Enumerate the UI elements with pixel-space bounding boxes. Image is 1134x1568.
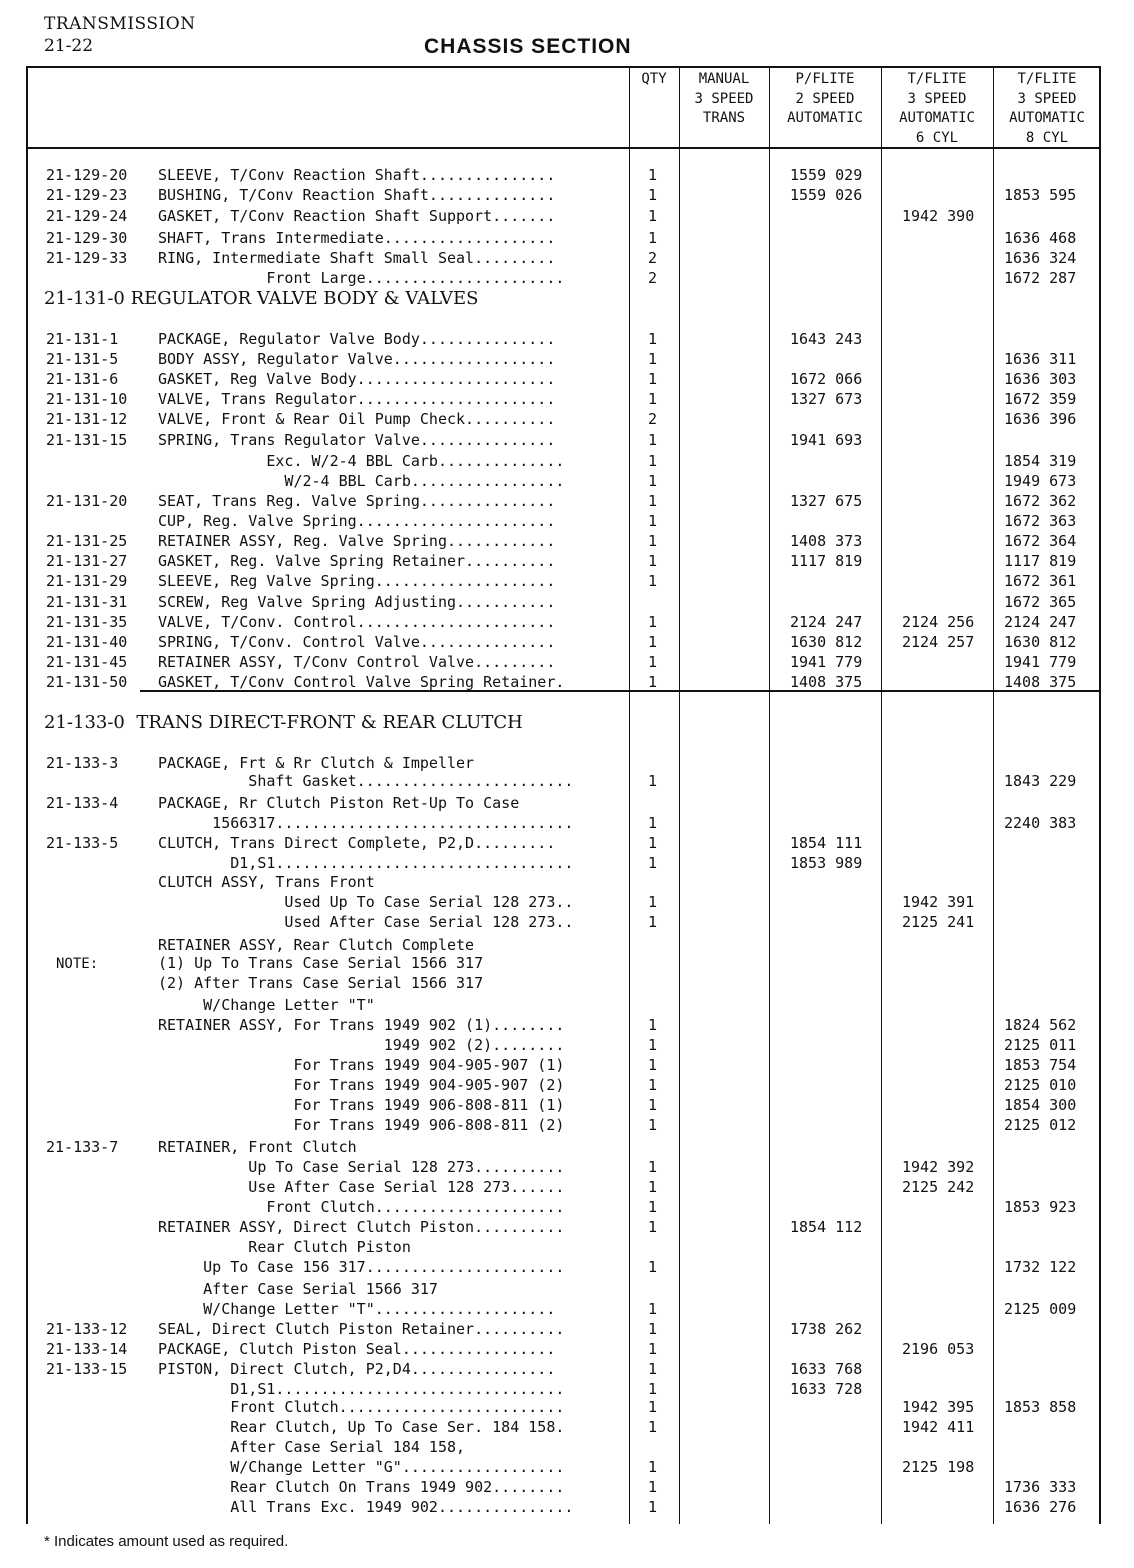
- cell-qty: 1: [648, 472, 658, 490]
- cell-desc: Front Clutch.....................: [158, 1198, 565, 1216]
- cell-desc: Exc. W/2-4 BBL Carb..............: [158, 452, 565, 470]
- table-row: [0, 1339, 1134, 1359]
- table-row: [0, 1137, 1134, 1157]
- cell-qty: 1: [648, 229, 658, 247]
- cell-t6: 1942 390: [902, 207, 975, 225]
- cell-desc: (2) After Trans Case Serial 1566 317: [158, 974, 484, 992]
- table-row: [0, 430, 1134, 450]
- cell-qty: 2: [648, 249, 658, 267]
- cell-desc: SLEEVE, Reg Valve Spring....................: [158, 572, 556, 590]
- table-row: [0, 912, 1134, 932]
- cell-t6: 1942 392: [902, 1158, 975, 1176]
- table-row: [0, 551, 1134, 571]
- table-row: [0, 892, 1134, 912]
- cell-desc: RETAINER ASSY, Direct Clutch Piston..........: [158, 1218, 565, 1236]
- cell-desc: BUSHING, T/Conv Reaction Shaft..............: [158, 186, 556, 204]
- cell-desc: VALVE, Trans Regulator......................: [158, 390, 556, 408]
- cell-t6: 1942 391: [902, 893, 975, 911]
- cell-t8: 1636 396: [1004, 410, 1077, 428]
- table-row: [0, 1075, 1134, 1095]
- cell-t8: 1630 812: [1004, 633, 1077, 651]
- cell-t8: 1853 923: [1004, 1198, 1077, 1216]
- cell-qty: 1: [648, 834, 658, 852]
- cell-qty: 1: [648, 1300, 658, 1318]
- table-row: [0, 1095, 1134, 1115]
- cell-t8: 1854 319: [1004, 452, 1077, 470]
- cell-t8: 1636 324: [1004, 249, 1077, 267]
- table-row: [0, 592, 1134, 612]
- cell-pn: 21-131-12: [46, 410, 128, 428]
- cell-t6: 1942 395: [902, 1398, 975, 1416]
- cell-qty: 1: [648, 1016, 658, 1034]
- cell-p2: 1633 728: [790, 1380, 863, 1398]
- table-row: [0, 389, 1134, 409]
- table-row: [0, 511, 1134, 531]
- cell-p2: 1643 243: [790, 330, 863, 348]
- cell-pn: 21-131-35: [46, 613, 128, 631]
- cell-qty: 1: [648, 1218, 658, 1236]
- page-title: CHASSIS SECTION: [424, 35, 632, 58]
- cell-qty: 1: [648, 1340, 658, 1358]
- col-header-qty: QTY: [641, 71, 667, 87]
- cell-t8: 1636 303: [1004, 370, 1077, 388]
- table-row: [0, 1359, 1134, 1379]
- table-row: [0, 1417, 1134, 1437]
- cell-qty: 1: [648, 1178, 658, 1196]
- table-row: [0, 268, 1134, 288]
- cell-t6: 2124 257: [902, 633, 975, 651]
- cell-desc: Front Large......................: [158, 269, 565, 287]
- cell-pn: 21-131-50: [46, 673, 128, 691]
- cell-p2: 1408 373: [790, 532, 863, 550]
- cell-p2: 1853 989: [790, 854, 863, 872]
- cell-t8: 1853 858: [1004, 1398, 1077, 1416]
- table-row: [0, 206, 1134, 226]
- cell-desc: GASKET, T/Conv Reaction Shaft Support.......: [158, 207, 556, 225]
- table-row: [0, 833, 1134, 853]
- cell-desc: SLEEVE, T/Conv Reaction Shaft...............: [158, 166, 556, 184]
- table-row: [0, 995, 1134, 1015]
- table-row: [0, 935, 1134, 955]
- cell-desc: PISTON, Direct Clutch, P2,D4................: [158, 1360, 556, 1378]
- cell-pn: 21-131-1: [46, 330, 119, 348]
- cell-p2: 1738 262: [790, 1320, 863, 1338]
- table-row: [0, 612, 1134, 632]
- category-label: TRANSMISSION: [44, 14, 196, 34]
- cell-qty: 1: [648, 613, 658, 631]
- table-row: [0, 1115, 1134, 1135]
- table-row: [0, 853, 1134, 873]
- table-row: [0, 1237, 1134, 1257]
- table-row: [0, 1055, 1134, 1075]
- cell-p2: 1633 768: [790, 1360, 863, 1378]
- cell-t8: 2125 011: [1004, 1036, 1077, 1054]
- cell-qty: 1: [648, 532, 658, 550]
- cell-qty: 1: [648, 1320, 658, 1338]
- cell-p2: 1117 819: [790, 552, 863, 570]
- cell-desc: (1) Up To Trans Case Serial 1566 317: [158, 954, 484, 972]
- cell-desc: For Trans 1949 904-905-907 (1): [158, 1056, 565, 1074]
- cell-desc: For Trans 1949 904-905-907 (2): [158, 1076, 565, 1094]
- cell-desc: GASKET, Reg Valve Body......................: [158, 370, 556, 388]
- cell-desc: GASKET, Reg. Valve Spring Retainer..........: [158, 552, 556, 570]
- table-row: [0, 632, 1134, 652]
- table-row: [0, 1437, 1134, 1457]
- cell-p2: 1327 673: [790, 390, 863, 408]
- cell-qty: 1: [648, 1380, 658, 1398]
- cell-desc: SEAT, Trans Reg. Valve Spring...............: [158, 492, 556, 510]
- cell-pn: 21-131-10: [46, 390, 128, 408]
- cell-qty: 1: [648, 512, 658, 530]
- table-row: [0, 185, 1134, 205]
- cell-t8: 1824 562: [1004, 1016, 1077, 1034]
- cell-qty: 1: [648, 390, 658, 408]
- table-row: [0, 753, 1134, 773]
- table-row: [0, 1035, 1134, 1055]
- table-row: [0, 228, 1134, 248]
- cell-qty: 1: [648, 673, 658, 691]
- cell-pn: 21-129-30: [46, 229, 128, 247]
- cell-qty: 1: [648, 814, 658, 832]
- cell-desc: For Trans 1949 906-808-811 (1): [158, 1096, 565, 1114]
- cell-pn: 21-129-24: [46, 207, 128, 225]
- cell-t8: 1672 361: [1004, 572, 1077, 590]
- table-row: [0, 571, 1134, 591]
- cell-pn: 21-133-12: [46, 1320, 128, 1338]
- table-row: [0, 369, 1134, 389]
- cell-t8: 1636 311: [1004, 350, 1077, 368]
- cell-desc: PACKAGE, Regulator Valve Body...............: [158, 330, 556, 348]
- cell-t8: 2125 009: [1004, 1300, 1077, 1318]
- cell-pn: 21-131-27: [46, 552, 128, 570]
- cell-desc: GASKET, T/Conv Control Valve Spring Retainer.: [158, 673, 565, 691]
- cell-t6: 2124 256: [902, 613, 975, 631]
- cell-qty: 1: [648, 1158, 658, 1176]
- cell-p2: 1559 026: [790, 186, 863, 204]
- cell-desc: Rear Clutch Piston: [158, 1238, 411, 1256]
- cell-desc: W/Change Letter "T": [158, 996, 375, 1014]
- cell-qty: 1: [648, 1418, 658, 1436]
- cell-t8: 1672 362: [1004, 492, 1077, 510]
- table-row: [0, 973, 1134, 993]
- cell-pn: 21-131-45: [46, 653, 128, 671]
- cell-pn: 21-129-23: [46, 186, 128, 204]
- cell-t8: 1672 363: [1004, 512, 1077, 530]
- cell-desc: After Case Serial 1566 317: [158, 1280, 438, 1298]
- cell-qty: 1: [648, 854, 658, 872]
- cell-p2: 2124 247: [790, 613, 863, 631]
- table-row: [0, 329, 1134, 349]
- page-number: 21-22: [44, 36, 94, 56]
- table-row: [0, 1497, 1134, 1517]
- cell-desc: RING, Intermediate Shaft Small Seal.........: [158, 249, 556, 267]
- table-row: [0, 1457, 1134, 1477]
- cell-t6: 1942 411: [902, 1418, 975, 1436]
- cell-desc: CUP, Reg. Valve Spring......................: [158, 512, 556, 530]
- cell-t8: 1672 365: [1004, 593, 1077, 611]
- cell-desc: Use After Case Serial 128 273......: [158, 1178, 565, 1196]
- cell-pn: 21-133-3: [46, 754, 119, 772]
- table-row: [0, 1397, 1134, 1417]
- cell-qty: 2: [648, 269, 658, 287]
- table-row: [0, 248, 1134, 268]
- cell-pn: 21-131-5: [46, 350, 119, 368]
- cell-desc: D1,S1.................................: [158, 854, 574, 872]
- table-row: [0, 1217, 1134, 1237]
- table-row: [0, 953, 1134, 973]
- cell-t8: 2124 247: [1004, 613, 1077, 631]
- cell-pn: 21-129-20: [46, 166, 128, 184]
- cell-desc: RETAINER, Front Clutch: [158, 1138, 357, 1156]
- cell-desc: RETAINER ASSY, T/Conv Control Valve.........: [158, 653, 556, 671]
- cell-desc: SPRING, T/Conv. Control Valve...............: [158, 633, 556, 651]
- cell-desc: W/Change Letter "G"..................: [158, 1458, 565, 1476]
- cell-p2: 1408 375: [790, 673, 863, 691]
- cell-qty: 2: [648, 410, 658, 428]
- cell-desc: SHAFT, Trans Intermediate...................: [158, 229, 556, 247]
- cell-t8: 2125 012: [1004, 1116, 1077, 1134]
- cell-t8: 1117 819: [1004, 552, 1077, 570]
- cell-t8: 1732 122: [1004, 1258, 1077, 1276]
- table-row: [0, 771, 1134, 791]
- table-row: [0, 813, 1134, 833]
- cell-p2: 1854 112: [790, 1218, 863, 1236]
- cell-qty: 1: [648, 370, 658, 388]
- cell-qty: 1: [648, 1076, 658, 1094]
- cell-desc: Up To Case Serial 128 273..........: [158, 1158, 565, 1176]
- cell-pn: 21-131-6: [46, 370, 119, 388]
- table-row: [0, 491, 1134, 511]
- cell-qty: 1: [648, 1116, 658, 1134]
- table-row: [0, 165, 1134, 185]
- cell-desc: Shaft Gasket........................: [158, 772, 574, 790]
- cell-t8: 1408 375: [1004, 673, 1077, 691]
- cell-p2: 1854 111: [790, 834, 863, 852]
- cell-desc: BODY ASSY, Regulator Valve..................: [158, 350, 556, 368]
- cell-pn: 21-131-15: [46, 431, 128, 449]
- cell-qty: 1: [648, 572, 658, 590]
- cell-t6: 2196 053: [902, 1340, 975, 1358]
- cell-desc: Used Up To Case Serial 128 273..: [158, 893, 574, 911]
- table-row: [0, 1015, 1134, 1035]
- col-header-pflite: P/FLITE 2 SPEED AUTOMATIC: [787, 71, 863, 126]
- cell-qty: 1: [648, 1036, 658, 1054]
- cell-desc: Used After Case Serial 128 273..: [158, 913, 574, 931]
- section-title-regulator: 21-131-0 REGULATOR VALVE BODY & VALVES: [44, 288, 479, 309]
- cell-pn: 21-131-40: [46, 633, 128, 651]
- cell-qty: 1: [648, 1458, 658, 1476]
- cell-desc: VALVE, T/Conv. Control......................: [158, 613, 556, 631]
- cell-desc: 1949 902 (2)........: [158, 1036, 565, 1054]
- footnote: * Indicates amount used as required.: [44, 1533, 289, 1550]
- cell-t8: 2125 010: [1004, 1076, 1077, 1094]
- table-row: [0, 1299, 1134, 1319]
- cell-desc: CLUTCH ASSY, Trans Front: [158, 873, 375, 891]
- table-row: [0, 1319, 1134, 1339]
- cell-qty: 1: [648, 633, 658, 651]
- cell-qty: 1: [648, 186, 658, 204]
- cell-qty: 1: [648, 1198, 658, 1216]
- cell-pn: 21-131-25: [46, 532, 128, 550]
- cell-pn: 21-133-15: [46, 1360, 128, 1378]
- table-row: [0, 672, 1134, 692]
- cell-qty: 1: [648, 207, 658, 225]
- cell-p2: 1630 812: [790, 633, 863, 651]
- cell-t6: 2125 198: [902, 1458, 975, 1476]
- cell-qty: 1: [648, 653, 658, 671]
- cell-p2: 1327 675: [790, 492, 863, 510]
- cell-qty: 1: [648, 431, 658, 449]
- cell-desc: PACKAGE, Frt & Rr Clutch & Impeller: [158, 754, 475, 772]
- table-row: [0, 409, 1134, 429]
- cell-qty: 1: [648, 330, 658, 348]
- cell-t8: 1854 300: [1004, 1096, 1077, 1114]
- cell-qty: 1: [648, 452, 658, 470]
- cell-qty: 1: [648, 893, 658, 911]
- col-header-tflite8: T/FLITE 3 SPEED AUTOMATIC 8 CYL: [1009, 71, 1085, 146]
- cell-pn: 21-131-31: [46, 593, 128, 611]
- col-header-tflite6: T/FLITE 3 SPEED AUTOMATIC 6 CYL: [899, 71, 975, 146]
- cell-desc: CLUTCH, Trans Direct Complete, P2,D.........: [158, 834, 556, 852]
- cell-t8: 1949 673: [1004, 472, 1077, 490]
- cell-t6: 2125 242: [902, 1178, 975, 1196]
- table-row: [0, 1177, 1134, 1197]
- cell-t8: 1636 468: [1004, 229, 1077, 247]
- cell-pn: 21-131-20: [46, 492, 128, 510]
- cell-desc: D1,S1................................: [158, 1380, 565, 1398]
- cell-qty: 1: [648, 1056, 658, 1074]
- cell-desc: SEAL, Direct Clutch Piston Retainer..........: [158, 1320, 565, 1338]
- cell-qty: 1: [648, 1478, 658, 1496]
- table-row: [0, 471, 1134, 491]
- table-row: [0, 531, 1134, 551]
- cell-qty: 1: [648, 1258, 658, 1276]
- cell-t8: 1636 276: [1004, 1498, 1077, 1516]
- cell-pn: 21-133-5: [46, 834, 119, 852]
- section-title-clutch: 21-133-0 TRANS DIRECT-FRONT & REAR CLUTCH: [44, 712, 523, 733]
- cell-desc: After Case Serial 184 158,: [158, 1438, 466, 1456]
- cell-desc: Rear Clutch On Trans 1949 902........: [158, 1478, 565, 1496]
- col-header-manual: MANUAL 3 SPEED TRANS: [694, 71, 754, 126]
- table-row: [0, 1157, 1134, 1177]
- cell-desc: All Trans Exc. 1949 902...............: [158, 1498, 574, 1516]
- table-row: [0, 1379, 1134, 1399]
- cell-p2: 1672 066: [790, 370, 863, 388]
- cell-desc: For Trans 1949 906-808-811 (2): [158, 1116, 565, 1134]
- cell-p2: 1941 693: [790, 431, 863, 449]
- cell-t8: 1843 229: [1004, 772, 1077, 790]
- table-row: [0, 793, 1134, 813]
- cell-qty: 1: [648, 1398, 658, 1416]
- cell-desc: SPRING, Trans Regulator Valve...............: [158, 431, 556, 449]
- table-row: [0, 1257, 1134, 1277]
- cell-qty: 1: [648, 772, 658, 790]
- table-row: [0, 1279, 1134, 1299]
- cell-desc: RETAINER ASSY, Rear Clutch Complete: [158, 936, 475, 954]
- cell-t8: 1672 364: [1004, 532, 1077, 550]
- table-row: [0, 652, 1134, 672]
- cell-qty: 1: [648, 492, 658, 510]
- cell-desc: VALVE, Front & Rear Oil Pump Check..........: [158, 410, 556, 428]
- cell-pn: 21-129-33: [46, 249, 128, 267]
- cell-qty: 1: [648, 552, 658, 570]
- cell-pn: 21-133-14: [46, 1340, 128, 1358]
- cell-t8: 1853 754: [1004, 1056, 1077, 1074]
- cell-p2: 1559 029: [790, 166, 863, 184]
- cell-t8: 1736 333: [1004, 1478, 1077, 1496]
- note-label: NOTE:: [56, 956, 99, 972]
- cell-p2: 1941 779: [790, 653, 863, 671]
- table-row: [0, 349, 1134, 369]
- cell-desc: W/2-4 BBL Carb.................: [158, 472, 565, 490]
- cell-desc: Up To Case 156 317......................: [158, 1258, 565, 1276]
- cell-t8: 1853 595: [1004, 186, 1077, 204]
- table-row: [0, 451, 1134, 471]
- cell-t8: 1672 287: [1004, 269, 1077, 287]
- cell-qty: 1: [648, 1360, 658, 1378]
- cell-desc: RETAINER ASSY, For Trans 1949 902 (1)........: [158, 1016, 565, 1034]
- cell-desc: PACKAGE, Rr Clutch Piston Ret-Up To Case: [158, 794, 520, 812]
- cell-desc: Rear Clutch, Up To Case Ser. 184 158.: [158, 1418, 565, 1436]
- cell-qty: 1: [648, 350, 658, 368]
- cell-pn: 21-133-4: [46, 794, 119, 812]
- table-row: [0, 1477, 1134, 1497]
- cell-desc: PACKAGE, Clutch Piston Seal.................: [158, 1340, 556, 1358]
- cell-pn: 21-131-29: [46, 572, 128, 590]
- cell-qty: 1: [648, 1498, 658, 1516]
- cell-desc: SCREW, Reg Valve Spring Adjusting...........: [158, 593, 556, 611]
- cell-desc: RETAINER ASSY, Reg. Valve Spring............: [158, 532, 556, 550]
- table-row: [0, 872, 1134, 892]
- cell-t6: 2125 241: [902, 913, 975, 931]
- cell-t8: 1672 359: [1004, 390, 1077, 408]
- cell-qty: 1: [648, 1096, 658, 1114]
- cell-pn: 21-133-7: [46, 1138, 119, 1156]
- cell-t8: 2240 383: [1004, 814, 1077, 832]
- cell-desc: 1566317.................................: [158, 814, 574, 832]
- cell-desc: Front Clutch.........................: [158, 1398, 565, 1416]
- cell-qty: 1: [648, 913, 658, 931]
- cell-desc: W/Change Letter "T"....................: [158, 1300, 556, 1318]
- table-row: [0, 1197, 1134, 1217]
- cell-qty: 1: [648, 166, 658, 184]
- cell-t8: 1941 779: [1004, 653, 1077, 671]
